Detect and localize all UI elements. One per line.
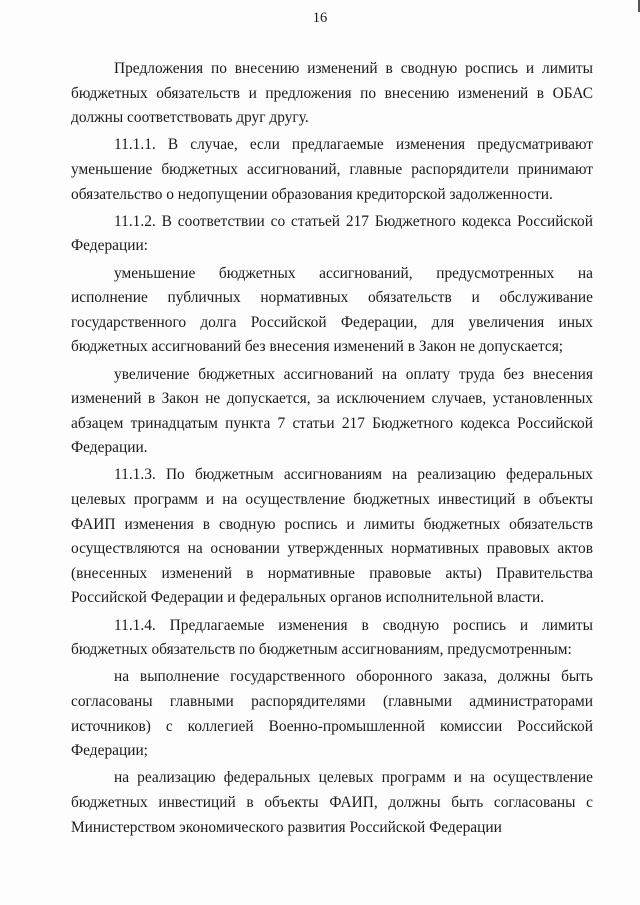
paragraph-increase-clause: увеличение бюджетных ассигнований на оплату труда без внесения изменений в Закон не допускается, за исключением случаев, установленных абзацем тринадцатым пункта 7 статьи 217 Бюджетного кодекса Российской Федерации. xyxy=(71,365,593,457)
paragraph-11-1-1: 11.1.1. В случае, если предлагаемые изменения предусматривают уменьшение бюджетных ассигнований, главные распорядители принимают обязательство о недопущении образования кредиторской задолженности. xyxy=(71,136,593,203)
paragraph-11-1-3: 11.1.3. По бюджетным ассигнованиям на реализацию федеральных целевых программ и на осуществление бюджетных инвестиций в объекты ФАИП изменения в сводную роспись и лимиты бюджетных обязательств осуществляются на основании утвержденных нормативных правовых актов (внесенных изменений в нормативные правовые акты) Правительства Российской Федерации и федеральных органов исполнительной власти. xyxy=(71,466,593,607)
paragraph-reduction-clause: уменьшение бюджетных ассигнований, предусмотренных на исполнение публичных нормативных обязательств и обслуживание государственного долга Российской Федерации, для увеличения иных бюджетных ассигнований без внесения изменений в Закон не допускается; xyxy=(71,264,593,356)
page-number: 16 xyxy=(312,10,328,26)
paragraph-11-1-2: 11.1.2. В соответствии со статьей 217 Бюджетного кодекса Российской Федерации: xyxy=(71,212,593,255)
paragraph-defense-order: на выполнение государственного оборонного заказа, должны быть согласованы главными распорядителями (главными администраторами источников) с коллегией Военно-промышленной комиссии Российской Федерации; xyxy=(71,668,593,760)
paragraph-federal-programs: на реализацию федеральных целевых программ и на осуществление бюджетных инвестиций в объекты ФАИП, должны быть согласованы с Министерством экономического развития Российской Федерации xyxy=(71,769,593,836)
paragraph-intro: Предложения по внесению изменений в сводную роспись и лимиты бюджетных обязательств и предложения по внесению изменений в ОБАС должны соответствовать друг другу. xyxy=(71,60,593,127)
document-body xyxy=(71,57,593,843)
paragraph-11-1-4: 11.1.4. Предлагаемые изменения в сводную роспись и лимиты бюджетных обязательств по бюджетным ассигнованиям, предусмотренным: xyxy=(71,616,593,659)
